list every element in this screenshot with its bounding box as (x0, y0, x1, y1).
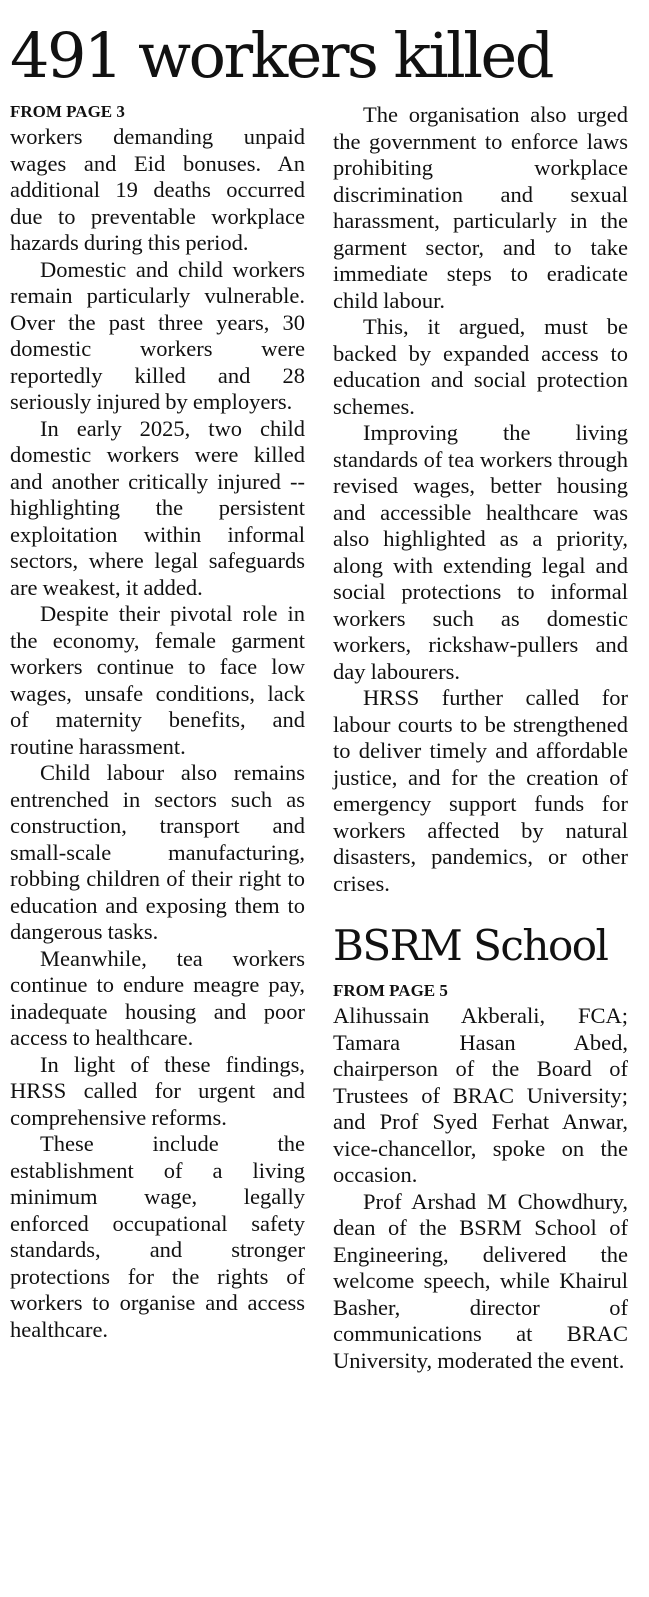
article-paragraph: HRSS further called for labour courts to be strengthened to deliver timely and affordable justice, and for the creation of emergency support funds for workers affected by natural disasters, pandemics, or other crises. (333, 685, 628, 896)
article-kicker: FROM PAGE 3 (10, 102, 125, 121)
article-paragraph: Meanwhile, tea workers continue to endure meagre pay, inadequate housing and poor access to healthcare. (10, 945, 305, 1050)
article-paragraph: Child labour also remains entrenched in sectors such as construction, transport and small-scale manufacturing, robbing children of their right to education and exposing them to dangerous tasks. (10, 760, 305, 944)
article-paragraph: workers demanding unpaid wages and Eid bonuses. An additional 19 deaths occurred due to preventable workplace hazards during this period. (10, 124, 305, 255)
article-paragraph: In light of these findings, HRSS called for urgent and comprehensive reforms. (10, 1051, 305, 1130)
second-article-headline: BSRM School (333, 921, 608, 970)
article-headline: 491 workers killed (10, 19, 552, 92)
article-paragraph: In early 2025, two child domestic workers were killed and another critically injured -- highlighting the persistent exploitation within informal sectors, where legal safeguards are weakest, it added. (10, 415, 305, 600)
second-article-paragraph: Prof Arshad M Chowdhury, dean of the BSRM School of Engineering, delivered the welcome speech, while Khairul Basher, director of communications at BRAC University, moderated the event. (333, 1188, 628, 1373)
article-paragraph: This, it argued, must be backed by expanded access to education and social protection schemes. (333, 314, 628, 419)
article-paragraph: The organisation also urged the government to enforce laws prohibiting workplace discrimination and sexual harassment, particularly in the garment sector, and to take immediate steps to eradicate child labour. (333, 102, 628, 313)
second-article-kicker: FROM PAGE 5 (333, 981, 448, 1000)
left-column (10, 102, 305, 1343)
article-paragraph: Despite their pivotal role in the economy, female garment workers continue to face low wages, unsafe conditions, lack of maternity benefits, and routine harassment. (10, 601, 305, 759)
second-article-paragraph: Alihussain Akberali, FCA; Tamara Hasan Abed, chairperson of the Board of Trustees of BRAC University; and Prof Syed Ferhat Anwar, vice-chancellor, spoke on the occasion. (333, 1003, 628, 1187)
article-paragraph: Improving the living standards of tea workers through revised wages, better housing and accessible healthcare was also highlighted as a priority, along with extending legal and social protections to informal workers such as domestic workers, rickshaw-pullers and day labourers. (333, 420, 628, 684)
article-paragraph: Domestic and child workers remain particularly vulnerable. Over the past three years, 30 domestic workers were reportedly killed and 28 seriously injured by employers. (10, 256, 305, 414)
right-column (333, 102, 628, 1374)
article-paragraph: These include the establishment of a living minimum wage, legally enforced occupational safety standards, and stronger protections for the rights of workers to organise and access healthcare. (10, 1131, 305, 1342)
